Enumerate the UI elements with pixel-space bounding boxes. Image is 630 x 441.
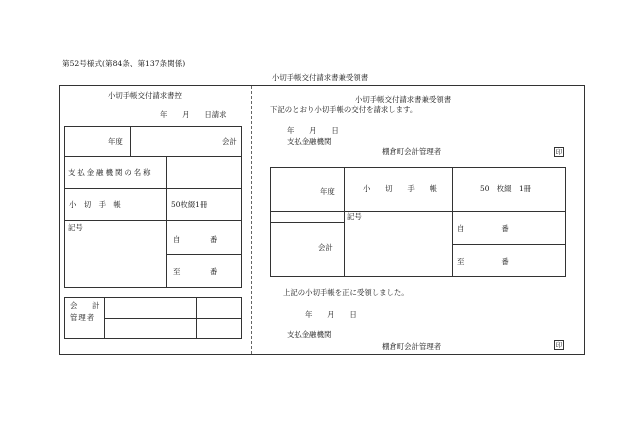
form-number: 第52号様式(第84条、第137条関係)	[62, 59, 186, 68]
account-label: 会計	[318, 243, 333, 252]
from-label: 自 番	[457, 224, 509, 233]
stub-fiscal-year-label: 年度	[108, 137, 123, 146]
to-label: 至 番	[457, 257, 509, 266]
official-name: 棚倉町会計管理者	[382, 147, 442, 156]
receipt-date-line: 年 月 日	[305, 310, 357, 319]
seal-mark: 印	[555, 148, 563, 156]
stub-accountant-label-2: 管理者	[70, 313, 96, 322]
stub-to-label: 至 番	[173, 267, 218, 276]
receipt-text: 上記の小切手帳を正に受領しました。	[283, 288, 409, 297]
stub-title: 小切手帳交付請求書控	[108, 91, 182, 100]
stub-note-label: 記号	[68, 223, 83, 232]
stub-date-line: 年 月 日請求	[160, 110, 227, 119]
fiscal-year-label: 年度	[320, 187, 335, 196]
checkbook-label: 小 切 手 帳	[363, 184, 437, 193]
stub-checkbook-label: 小 切 手 帳	[69, 200, 121, 209]
request-date-line: 年 月 日	[287, 126, 339, 135]
stub-checkbook-value: 50枚綴1冊	[171, 200, 208, 209]
stub-accountant-label-1: 会 計	[70, 301, 100, 310]
request-text: 下記のとおり小切手帳の交付を請求します。	[270, 105, 418, 114]
stub-from-label: 自 番	[173, 235, 218, 244]
document-title: 小切手帳交付請求書兼受領書	[272, 73, 369, 82]
note-label: 記号	[347, 212, 362, 221]
stub-account-label: 会計	[222, 137, 237, 146]
main-title: 小切手帳交付請求書兼受領書	[355, 95, 452, 104]
checkbook-value: 50 枚綴 1冊	[480, 184, 532, 193]
receipt-bank-label: 支払金融機関	[287, 330, 332, 339]
receipt-seal-mark: 印	[555, 341, 563, 349]
perforation-line	[251, 86, 252, 354]
stub-bank-label: 支払金融機関の名称	[68, 168, 153, 177]
receipt-official-name: 棚倉町会計管理者	[382, 342, 442, 351]
bank-label: 支払金融機関	[287, 137, 332, 146]
